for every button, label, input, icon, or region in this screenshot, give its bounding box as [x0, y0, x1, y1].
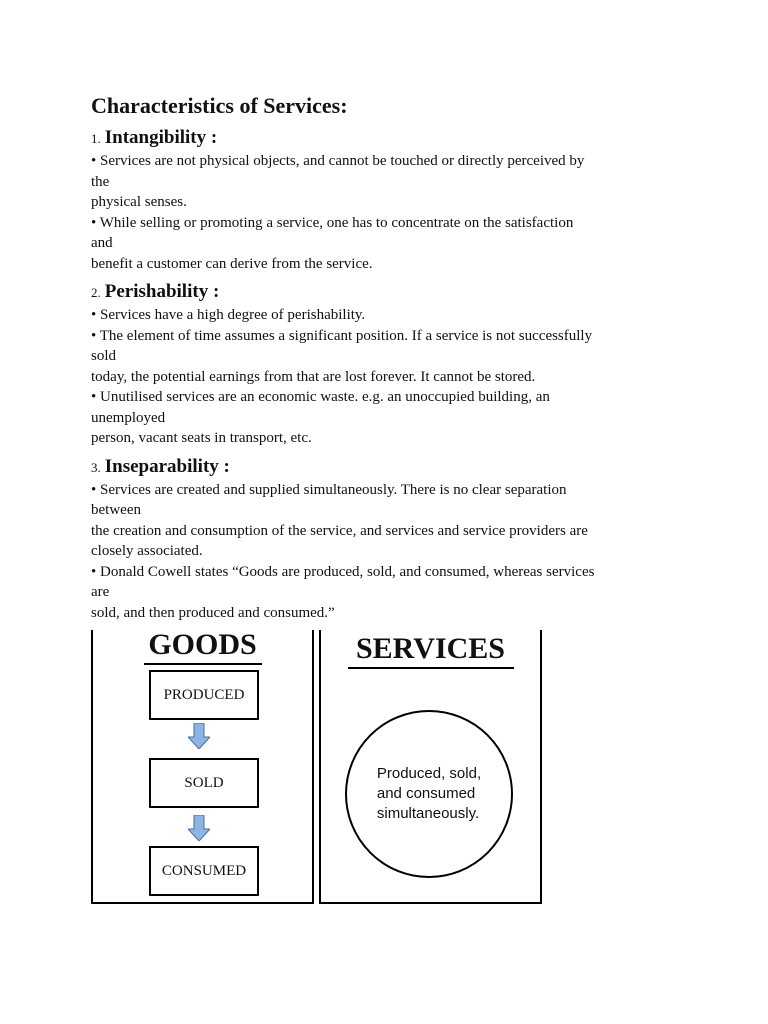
section-heading	[91, 280, 691, 305]
services-heading	[321, 632, 540, 669]
section-inseparability	[91, 455, 691, 624]
text-line: physical senses.	[91, 194, 187, 210]
section-number: 1.	[91, 131, 101, 146]
down-arrow-icon	[188, 723, 210, 749]
section-text	[91, 151, 691, 274]
services-heading-text: SERVICES	[355, 632, 505, 665]
section-title: Perishability :	[104, 281, 220, 302]
services-circle	[345, 710, 513, 878]
section-title: Inseparability :	[104, 455, 230, 477]
section-number: 3.	[91, 459, 101, 475]
text-line: • Services are created and supplied simultaneously. There is no clear separation	[91, 481, 567, 498]
text-line: between	[91, 502, 141, 518]
section-text	[91, 305, 691, 449]
section-title: Intangibility :	[104, 127, 218, 148]
text-line: the creation and consumption of the service, and services and service providers are	[91, 522, 588, 539]
text-line: • Services have a high degree of perishability.	[91, 307, 366, 323]
text-line: • The element of time assumes a significant position. If a service is not successfully	[91, 327, 593, 344]
step-consumed: CONSUMED	[149, 846, 259, 896]
section-number: 2.	[91, 285, 101, 300]
circle-text	[377, 764, 481, 824]
section-perishability	[91, 280, 691, 449]
document-body	[91, 92, 691, 623]
text-line: are	[91, 584, 110, 600]
document-title: Characteristics of Services:	[91, 93, 348, 118]
down-arrow-icon	[188, 815, 210, 841]
goods-heading-text: GOODS	[148, 628, 257, 661]
text-line: benefit a customer can derive from the service.	[91, 255, 373, 272]
circle-line: and consumed	[376, 785, 476, 802]
section-text	[91, 480, 691, 624]
goods-panel	[91, 630, 314, 904]
circle-line: simultaneously.	[376, 805, 480, 822]
text-line: unemployed	[91, 409, 166, 426]
heading-underline	[348, 667, 514, 669]
section-intangibility	[91, 126, 691, 274]
text-line: and	[91, 235, 113, 251]
step-produced: PRODUCED	[149, 670, 259, 720]
text-line: the	[91, 173, 110, 190]
text-line: • While selling or promoting a service, one has to concentrate on the satisfaction	[91, 214, 574, 231]
section-heading	[91, 126, 691, 151]
section-heading	[91, 455, 691, 480]
circle-line: Produced, sold,	[376, 765, 482, 782]
text-line: • Unutilised services are an economic waste. e.g. an unoccupied building, an	[91, 389, 550, 405]
goods-vs-services-figure	[91, 630, 543, 906]
heading-underline	[144, 663, 262, 665]
text-line: • Donald Cowell states “Goods are produced, sold, and consumed, whereas services	[91, 563, 595, 580]
text-line: today, the potential earnings from that are lost forever. It cannot be stored.	[91, 368, 536, 385]
goods-heading	[93, 628, 312, 665]
services-panel	[319, 630, 542, 904]
text-line: closely associated.	[91, 543, 203, 559]
text-line: sold	[91, 348, 117, 364]
step-sold: SOLD	[149, 758, 259, 808]
text-line: sold, and then produced and consumed.”	[91, 604, 335, 621]
text-line: person, vacant seats in transport, etc.	[91, 430, 312, 446]
text-line: • Services are not physical objects, and cannot be touched or directly perceived by	[91, 153, 585, 169]
